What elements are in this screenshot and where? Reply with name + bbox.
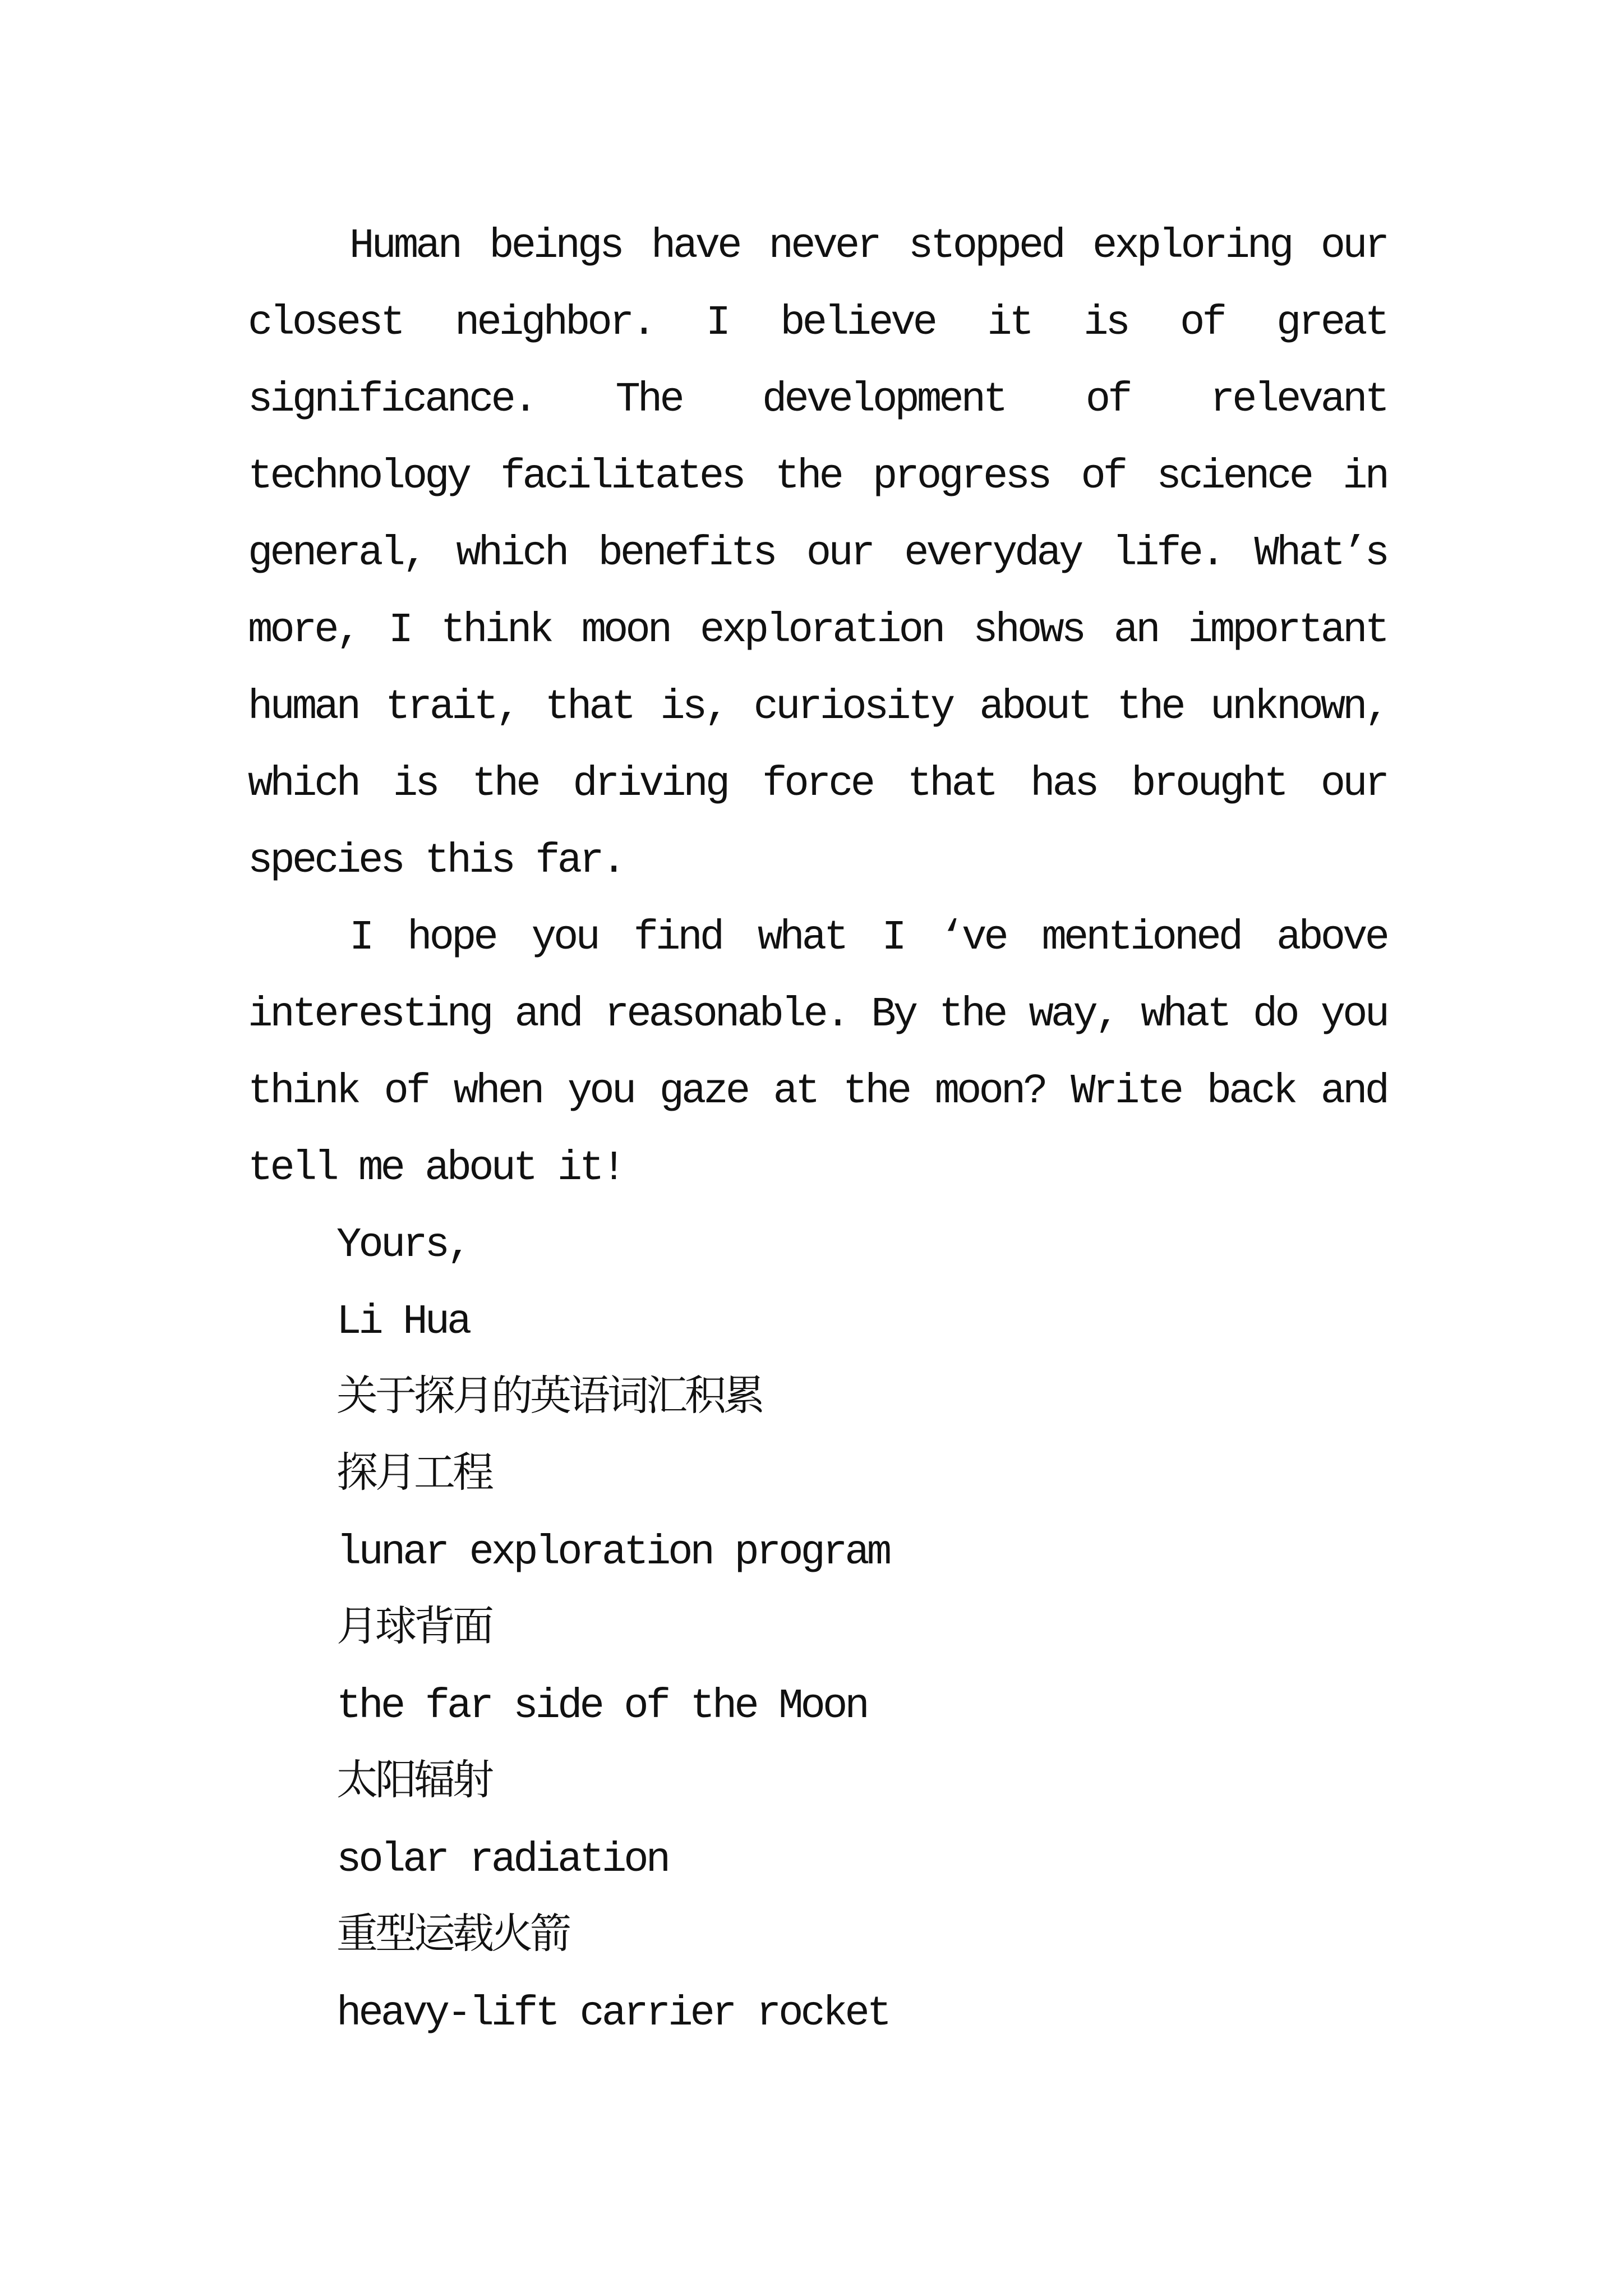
paragraph-line: I hope you find what I ‘ve mentioned above — [349, 914, 1387, 961]
vocabulary-term-zh: 月球背面 — [336, 1606, 491, 1653]
vocabulary-term-zh: 太阳辐射 — [336, 1760, 491, 1807]
paragraph-line: significance. The development of relevant — [248, 376, 1387, 424]
vocabulary-term-en: the far side of the Moon — [336, 1683, 867, 1730]
letter-closing — [248, 1207, 1387, 1361]
vocabulary-term-zh: 重型运载火箭 — [336, 1913, 569, 1961]
paragraph-line: general, which benefits our everyday life. What’s — [248, 530, 1387, 577]
paragraph-line: tell me about it! — [248, 1145, 624, 1192]
vocabulary-term-en: heavy-lift carrier rocket — [336, 1990, 889, 2037]
paragraph-line: Human beings have never stopped exploring our — [349, 223, 1387, 270]
letter-paragraph-2 — [248, 900, 1387, 1207]
vocabulary-term-en: lunar exploration program — [336, 1529, 889, 1576]
paragraph-line: more, I think moon exploration shows an important — [248, 607, 1387, 654]
paragraph-line: human trait, that is, curiosity about the unknown, — [248, 684, 1387, 731]
paragraph-line: technology facilitates the progress of science in — [248, 453, 1387, 500]
vocabulary-heading: 关于探月的英语词汇积累 — [336, 1375, 762, 1423]
letter-paragraph-1 — [248, 208, 1387, 900]
paragraph-line: species this far. — [248, 838, 624, 885]
closing-signature: Li Hua — [336, 1299, 469, 1346]
vocabulary-term-zh: 探月工程 — [336, 1452, 491, 1499]
paragraph-line: which is the driving force that has brought our — [248, 761, 1387, 808]
document-body — [248, 208, 1387, 2053]
paragraph-line: interesting and reasonable. By the way, what do you — [248, 991, 1387, 1038]
closing-salutation: Yours, — [336, 1222, 469, 1269]
paragraph-line: think of when you gaze at the moon? Write back and — [248, 1068, 1387, 1115]
vocabulary-section — [248, 1361, 1387, 2053]
vocabulary-term-en: solar radiation — [336, 1837, 668, 1884]
paragraph-line: closest neighbor. I believe it is of great — [248, 300, 1387, 347]
